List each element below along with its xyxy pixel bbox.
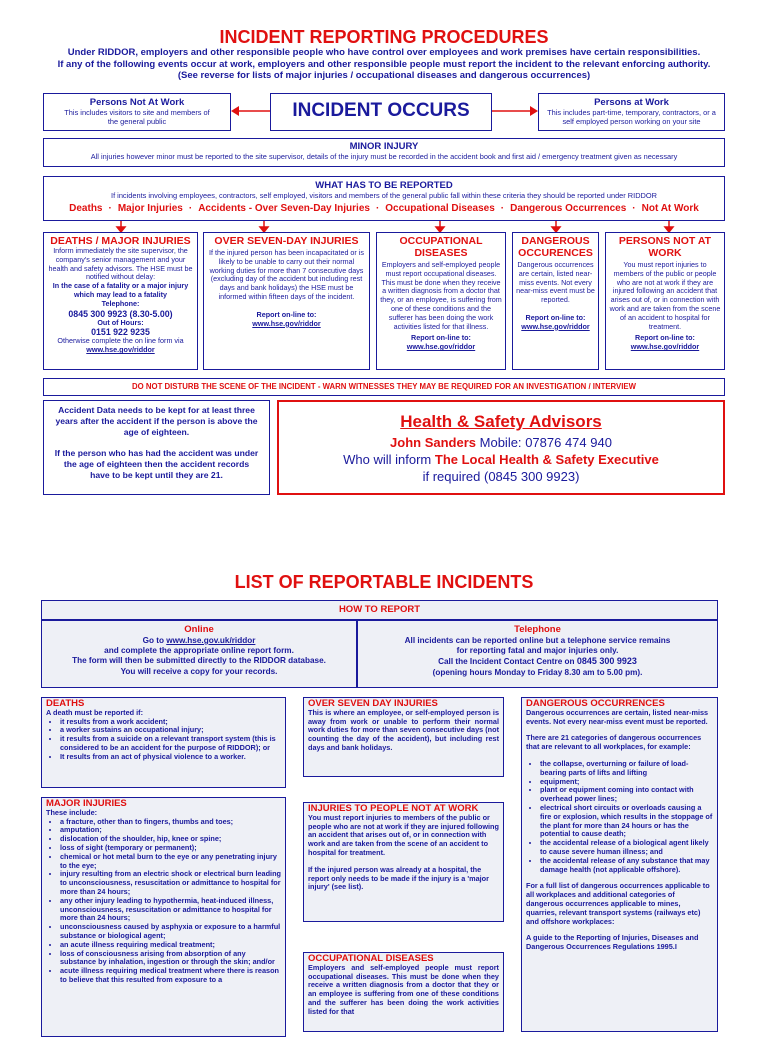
major-injuries-box [41, 797, 286, 1037]
occupational-column [376, 232, 506, 370]
deaths-list [46, 718, 281, 762]
advisor-mobile-label: Mobile: [479, 435, 522, 450]
deaths-ooh-label: Out of Hours: [97, 317, 144, 327]
category-not-at-work: Not At Work [641, 203, 699, 215]
page-title: INCIDENT REPORTING PROCEDURES [219, 27, 549, 47]
seven-day-title: OVER SEVEN-DAY INJURIES [214, 235, 359, 247]
persons-not-at-work-title: Persons Not At Work [89, 97, 185, 108]
telephone-line-2: for reporting fatal and major injuries only. [456, 646, 619, 656]
list-item: • the accidental release of any substance that may damage health (not applicable offshore). [540, 857, 713, 875]
major-injuries-title: MAJOR INJURIES [46, 798, 127, 809]
category-over-seven-day: Accidents - Over Seven-Day Injuries [198, 203, 370, 215]
seven-day-box-text: This is where an employee, or self-employed person is away from work or unable to perform their normal work duties for more than seven consecutive days (not counting the day of the accident), but including rest days and bank holidays. [308, 707, 499, 752]
list-item: • a fracture, other than to fingers, thumbs and toes; [60, 818, 281, 827]
intro-text [30, 47, 738, 82]
persons-at-work-text: This includes part-time, temporary, contractors, or a self employed person working on your site [547, 108, 716, 127]
dangerous-box-title: DANGEROUS OCCURRENCES [526, 698, 665, 709]
persons-at-work-box [538, 93, 725, 131]
dangerous-report: Report on-line to: [525, 312, 586, 322]
online-box [41, 620, 357, 688]
dangerous-column [512, 232, 599, 370]
advisor-inform-red: The Local Health & Safety Executive [434, 452, 659, 467]
advisor-inform-text: Who will inform [343, 452, 432, 467]
dangerous-box-text-4: A guide to the Reporting of Injuries, Diseases and Dangerous Occurrences Regulations 1995.I [526, 933, 699, 952]
online-link[interactable]: www.hse.gov.uk/riddor [166, 636, 256, 645]
not-at-work-text: You must report injuries to members of the public or people who are not at work if they are injured following an accident that arises out of, or in connection with work and are taken from the scene of an accident to hospital for treatment. [609, 260, 721, 331]
list-item: • injury resulting from an electric shock or electrical burn leading to unconsciousness, resuscitation or admittance to hospital for more than 24 hours; [60, 870, 281, 896]
category-row [44, 203, 724, 214]
persons-at-work-title: Persons at Work [594, 97, 669, 108]
online-line-2: and complete the appropriate online report form. [104, 646, 294, 656]
telephone-call: Call the Incident Contact Centre on [438, 657, 575, 667]
list-item: • any other injury leading to hypothermia, heat-induced illness, unconsciousness, resuscitation or admittance to hospital for more than 24 hours; [60, 897, 281, 923]
accident-data-p2: If the person who has had the accident was under the age of eighteen then the accident records have to be kept until they are 21. [54, 448, 259, 480]
seven-day-box [303, 697, 504, 777]
list-item: • chemical or hot metal burn to the eye or any penetrating injury to the eye; [60, 853, 281, 871]
list-item: • the accidental release of a biological agent likely to cause severe human illness; and [540, 839, 713, 857]
advisor-mobile: 07876 474 940 [525, 435, 612, 450]
list-item: • unconsciousness caused by asphyxia or exposure to a harmful substance or biological agent; [60, 923, 281, 941]
dangerous-box-text-2: There are 21 categories of dangerous occurrences that are relevant to all workplaces, for example: [526, 733, 702, 752]
occupational-report: Report on-line to: [411, 333, 471, 343]
deaths-column [43, 232, 198, 370]
telephone-line-4: (opening hours Monday to Friday 8.30 am to 5.00 pm). [432, 667, 643, 677]
list-item: • equipment; [540, 778, 713, 787]
deaths-link[interactable]: www.hse.gov/riddor [86, 345, 155, 355]
deaths-tel: 0845 300 9923 (8.30-5.00) [68, 308, 173, 319]
advisors-box [277, 400, 725, 495]
deaths-ooh: 0151 922 9235 [91, 327, 150, 338]
major-injuries-list [46, 818, 281, 985]
minor-injury-text: All injuries however minor must be reported to the site supervisor, details of the injury must be recorded in the accident book and first aid / emergency treatment given as necessary [90, 152, 678, 161]
category-dangerous-occurrences: Dangerous Occurrences [510, 203, 627, 215]
not-at-work-box-text-2: If the injured person was already at a hospital, the report only needs to be made if the injury is a 'major injury' (see list). [308, 864, 489, 892]
list-item: • It results from an act of physical violence to a worker. [60, 753, 281, 762]
online-title: Online [184, 624, 214, 635]
telephone-line-1: All incidents can be reported online but a telephone service remains [404, 636, 671, 645]
telephone-number: 0845 300 9923 [576, 656, 637, 667]
list-title: LIST OF REPORTABLE INCIDENTS [234, 572, 534, 592]
occupational-text: Employers and self-employed people must report occupational diseases. This must be done when they receive a written diagnosis from a doctor that they, or an employee, is suffering from one of these conditions and the sufferer has been doing the work activities listed for that illness. [380, 260, 502, 331]
how-to-report-header: HOW TO REPORT [41, 600, 718, 620]
online-line-4: You will receive a copy for your records. [120, 666, 278, 676]
telephone-title: Telephone [514, 624, 561, 635]
list-item: • electrical short circuits or overloads causing a fire or explosion, which results in the stoppage of the plant for more than 24 hours or has the potential to cause death; [540, 804, 713, 839]
separator: · [500, 203, 505, 215]
category-occupational-diseases: Occupational Diseases [385, 203, 495, 215]
what-reported-text: If incidents involving employees, contractors, self employed, visitors and members of the general public fall within these criteria they should be reported under RIDDOR [111, 191, 657, 200]
arrow-left-icon [231, 104, 271, 118]
seven-day-column [203, 232, 370, 370]
what-reported-title: WHAT HAS TO BE REPORTED [315, 180, 453, 191]
dangerous-text: Dangerous occurrences are certain, listed near-miss events. Not every near-miss event must be reported. [516, 260, 595, 305]
occupational-box-title: OCCUPATIONAL DISEASES [308, 953, 434, 964]
separator: · [108, 203, 112, 215]
deaths-text-1: Inform immediately the site supervisor, the company's senior management and your health and safety advisors. The HSE must be notified without delay: [48, 246, 193, 282]
not-at-work-box-title: INJURIES TO PEOPLE NOT AT WORK [308, 803, 479, 814]
seven-day-box-title: OVER SEVEN DAY INJURIES [308, 698, 438, 709]
accident-data-box [43, 400, 270, 495]
dangerous-box-text-3: For a full list of dangerous occurrences applicable to all workplaces and additional categories of dangerous occurrences applicable to mines, quarries, relevant transport systems (railways etc) and offshore workplaces: [526, 881, 710, 926]
incident-occurs-box [270, 93, 492, 131]
dangerous-box-text-1: Dangerous occurrences are certain, listed near-miss events. Not every near-miss event must be reported. [526, 707, 709, 726]
list-item: • loss of sight (temporary or permanent); [60, 844, 281, 853]
dangerous-link[interactable]: www.hse.gov/riddor [521, 321, 590, 331]
occupational-title: OCCUPATIONAL DISEASES [399, 235, 483, 259]
telephone-box [357, 620, 718, 688]
deaths-box-title: DEATHS [46, 698, 85, 709]
list-item: • the collapse, overturning or failure of load-bearing parts of lifts and lifting [540, 760, 713, 778]
persons-not-at-work-box [43, 93, 231, 131]
deaths-tel-label: Telephone: [101, 298, 140, 308]
deaths-lead: A death must be reported if: [46, 707, 144, 717]
category-deaths: Deaths [69, 203, 103, 215]
minor-injury-title: MINOR INJURY [349, 141, 419, 152]
dangerous-box [521, 697, 718, 1032]
not-at-work-box-text-1: You must report injuries to members of the public or people who are not at work if they are injured following an accident that arises out of, or in connection with work and are taken from the scene of an accident to hospital for treatment. [308, 812, 499, 857]
occupational-link[interactable]: www.hse.gov/riddor [406, 342, 476, 352]
not-at-work-link[interactable]: www.hse.gov/riddor [630, 342, 700, 352]
intro-line-3: (See reverse for lists of major injuries / occupational diseases and dangerous occurrences) [177, 70, 591, 81]
do-not-disturb-banner: DO NOT DISTURB THE SCENE OF THE INCIDENT - WARN WITNESSES THEY MAY BE REQUIRED FOR AN INVESTIGATION / INTERVIEW [43, 378, 725, 396]
list-item: • loss of consciousness arising from absorption of any substance by inhalation, ingestion or through the skin; and/or [60, 950, 281, 968]
occupational-box-text: Employers and self-employed people must report occupational diseases. This must be done when they receive a written diagnosis from a doctor that they or an employee is suffering from one of these conditions and the sufferer has been doing the work activities listed for that [308, 962, 499, 1016]
online-goto: Go to [142, 636, 164, 645]
list-item: • amputation; [60, 826, 281, 835]
list-item: • a worker sustains an occupational injury; [60, 726, 281, 735]
not-at-work-report: Report on-line to: [635, 333, 695, 343]
separator: · [632, 203, 636, 215]
online-line-3: The form will then be submitted directly to the RIDDOR database. [72, 656, 326, 666]
arrow-right-icon [492, 104, 538, 118]
not-at-work-column [605, 232, 725, 370]
advisor-name: John Sanders [390, 435, 477, 450]
accident-data-p1: Accident Data needs to be kept for at least three years after the accident if the person is above the age of eighteen. [55, 405, 258, 437]
what-reported-box [43, 176, 725, 221]
deaths-box [41, 697, 286, 788]
not-at-work-title: PERSONS NOT AT WORK [618, 235, 712, 259]
advisor-required: if required (0845 300 9923) [422, 469, 580, 484]
dangerous-list [526, 760, 713, 874]
seven-day-report: Report on-line to: [256, 309, 317, 319]
list-item: • acute illness requiring medical treatment where there is reason to believe that this resulted from exposure to a [60, 967, 281, 985]
list-item: • it results from a work accident; [60, 718, 281, 727]
list-item: • an acute illness requiring medical treatment; [60, 941, 281, 950]
advisors-title: Health & Safety Advisors [400, 412, 602, 431]
list-item: • dislocation of the shoulder, hip, knee or spine; [60, 835, 281, 844]
deaths-text-2: In the case of a fatality or a major injury which may lead to a fatality [52, 281, 189, 299]
intro-line-1: Under RIDDOR, employers and other responsible people who have control over employees and work premises have certain responsibilities. [67, 47, 701, 58]
category-major-injuries: Major Injuries [117, 203, 183, 215]
occupational-box [303, 952, 504, 1032]
incident-occurs-label: INCIDENT OCCURS [292, 100, 470, 121]
seven-day-text: If the injured person has been incapacitated or is likely to be unable to carry out their normal working duties for more than 7 consecutive days (excluding day of the accident but including rest days and bank holidays) the HSE must be informed within fifteen days of the incident. [208, 248, 365, 301]
major-injuries-lead: These include: [46, 807, 98, 817]
separator: · [375, 203, 380, 215]
not-at-work-box [303, 802, 504, 922]
deaths-title: DEATHS / MAJOR INJURIES [50, 235, 191, 247]
seven-day-link[interactable]: www.hse.gov/riddor [252, 318, 321, 328]
list-item: • plant or equipment coming into contact with overhead power lines; [540, 786, 713, 804]
persons-not-at-work-text: This includes visitors to site and members of the general public [64, 108, 210, 127]
minor-injury-box [43, 138, 725, 167]
dangerous-title: DANGEROUS OCCURENCES [518, 235, 593, 259]
deaths-online-text: Otherwise complete the on line form via [57, 336, 184, 346]
intro-line-2: If any of the following events occur at work, employers and other responsible people must report the incident to the relevant enforcing authority. [57, 58, 711, 70]
list-item: • it results from a suicide on a relevant transport system (this is considered to be an accident for the purpose of RIDDOR); or [60, 735, 281, 753]
separator: · [188, 203, 193, 215]
